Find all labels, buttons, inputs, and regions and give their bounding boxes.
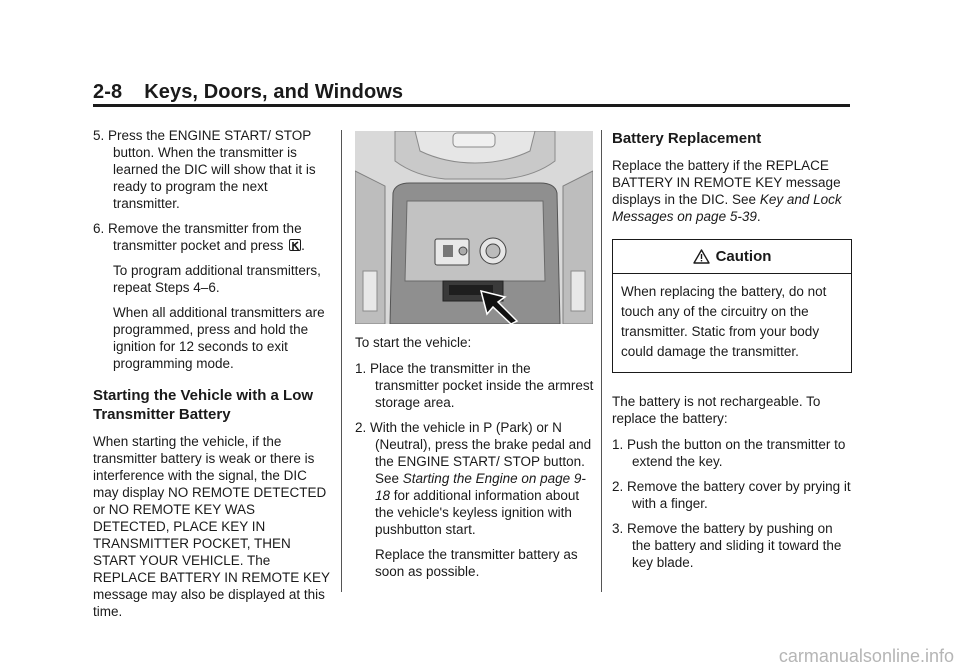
step-6-note-1: To program additional transmitters, repeat Steps 4–6. xyxy=(113,263,321,295)
link-key-lock-messages[interactable]: Key and Lock Messages on page 5-39 xyxy=(612,192,842,224)
start-step-2-note: Replace the transmitter battery as soon as possible. xyxy=(375,547,578,579)
step-6 xyxy=(93,220,333,254)
caution-title: Caution xyxy=(715,248,772,265)
page-header xyxy=(93,81,403,104)
battery-step-1: 1. Push the button on the transmitter to extend the key. xyxy=(612,437,846,469)
battery-intro xyxy=(612,157,852,225)
start-intro: To start the vehicle: xyxy=(355,335,472,350)
column-divider-1 xyxy=(341,130,342,592)
battery-step-2: 2. Remove the battery cover by prying it with a finger. xyxy=(612,479,851,511)
battery-intro-text: Replace the battery if the REPLACE BATTERY IN REMOTE KEY message displays in the DIC. See xyxy=(612,158,841,207)
warning-triangle-icon xyxy=(693,249,710,264)
start-step-2-text: 2. With the vehicle in P (Park) or N (Neutral), press the brake pedal and the ENGINE START/ STOP button. See xyxy=(355,420,592,486)
step-6-text: 6. Remove the transmitter from the transmitter pocket and press xyxy=(93,221,302,253)
section-heading-battery-replacement: Battery Replacement xyxy=(612,130,762,147)
transmitter-pocket-illustration xyxy=(355,131,593,324)
column-2 xyxy=(355,131,595,588)
watermark: carmanualsonline.info xyxy=(778,646,954,666)
battery-intro-tail: . xyxy=(756,209,761,224)
caution-body: When replacing the battery, do not touch any of the circuitry on the transmitter. Static from your body could damage the transmitter. xyxy=(621,284,827,359)
start-step-1: 1. Place the transmitter in the transmitter pocket inside the armrest storage area. xyxy=(355,361,594,410)
column-1 xyxy=(93,127,333,629)
section-heading-low-battery: Starting the Vehicle with a Low Transmitter Battery xyxy=(93,387,314,423)
battery-step-3: 3. Remove the battery by pushing on the battery and sliding it toward the key blade. xyxy=(612,521,842,570)
column-3 xyxy=(612,127,852,579)
start-step-2-tail: for additional information about the vehicle's keyless ignition with pushbutton start. xyxy=(375,488,580,537)
battery-note: The battery is not rechargeable. To replace the battery: xyxy=(612,394,821,426)
step-5: 5. Press the ENGINE START/ STOP button. When the transmitter is learned the DIC will show that it is ready to program the next transmitter. xyxy=(93,128,316,211)
step-6-note-2: When all additional transmitters are programmed, press and hold the ignition for 12 seconds to exit programming mode. xyxy=(113,305,325,371)
page-title: Keys, Doors, and Windows xyxy=(144,81,404,103)
key-icon xyxy=(289,239,301,251)
page-number: 2-8 xyxy=(93,81,123,103)
caution-header xyxy=(613,240,851,274)
low-battery-body: When starting the vehicle, if the transmitter battery is weak or there is interference with the signal, the DIC may display NO REMOTE DETECTED or NO REMOTE KEY WAS DETECTED, PLACE KEY IN TRANSMITTER POCKET, THEN START YOUR VEHICLE. The REPLACE BATTERY IN REMOTE KEY message may also be displayed at this time. xyxy=(93,434,330,619)
start-step-2 xyxy=(355,419,595,538)
header-rule xyxy=(93,104,850,107)
step-6-tail: . xyxy=(301,238,305,253)
column-divider-2 xyxy=(601,130,602,592)
caution-box xyxy=(612,239,852,373)
link-starting-engine[interactable]: Starting the Engine on page 9-18 xyxy=(375,471,586,503)
